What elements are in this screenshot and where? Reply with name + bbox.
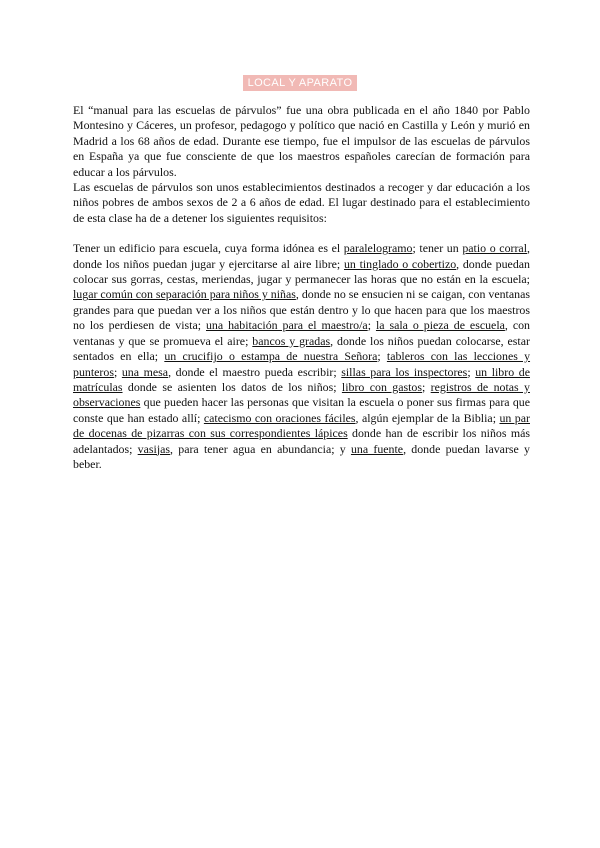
req-item: catecismo con oraciones fáciles <box>203 410 356 425</box>
req-text: , donde puedan colocar sus gorras, cestas, meriendas, jugar y permanecer las horas que no están en la escuela; <box>73 256 530 287</box>
req-text: , donde los niños puedan jugar y ejercitarse al aire libre; <box>73 241 530 271</box>
req-text: ; <box>367 318 376 333</box>
req-item: una mesa <box>121 364 169 379</box>
req-text: que pueden hacer las personas que visitan la escuela o poner sus firmas para que conste que han estado allí; <box>73 395 530 425</box>
paragraph-intro: El “manual para las escuelas de párvulos” fue una obra publicada en el año 1840 por Pablo Montesino y Cáceres, un profesor, pedagogo y político que nació en Castilla y León y murió en Madrid a los 68 años de edad. Durante ese tiempo, fue el impulsor de las escuelas de párvulos en España ya que fue consciente de que los maestros españoles carecían de formación para educar a los párvulos. <box>73 103 530 179</box>
req-text: donde se asienten los datos de los niños; <box>122 379 342 394</box>
req-text: , donde los niños puedan colocarse, estar sentados en ella; <box>73 333 530 364</box>
req-item: registros de notas y observaciones <box>73 379 530 410</box>
req-item: patio o corral <box>462 241 528 256</box>
paragraph-definition: Las escuelas de párvulos son unos establecimientos destinados a recoger y dar educación a los niños pobres de ambos sexos de 2 a 6 años de edad. El lugar destinado para el establecimiento de esta clase ha de a detener los siguientes requisitos: <box>73 180 530 225</box>
req-item: un libro de matrículas <box>73 364 530 394</box>
req-text: ; <box>422 379 431 394</box>
req-text: ; <box>113 364 122 379</box>
req-item: vasijas <box>137 441 171 456</box>
paragraph-requirements <box>73 241 530 472</box>
req-text: Tener un edificio para escuela, cuya forma idónea es el <box>73 241 344 256</box>
req-item: un crucifijo o estampa de nuestra Señora <box>164 349 378 364</box>
req-item: lugar común con separación para niños y niñas <box>73 287 296 302</box>
document-body <box>73 103 530 472</box>
req-item: paralelogramo <box>343 241 413 256</box>
req-item: un tinglado o cobertizo <box>343 256 457 271</box>
req-item: tableros con las lecciones y punteros <box>73 349 531 379</box>
req-item: libro con gastos <box>341 379 422 394</box>
req-item: bancos y gradas <box>252 333 331 348</box>
req-text: , donde el maestro pueda escribir; <box>168 364 342 379</box>
req-text: ; <box>467 364 476 379</box>
req-text: ; tener un <box>412 241 463 256</box>
req-item: una fuente <box>350 441 404 456</box>
req-text: , con ventanas y que se promueva el aire; <box>73 318 530 348</box>
req-text: , donde no se ensucien ni se caigan, con ventanas grandes para que puedan ver a los niños que están dentro y lo que hacen para que los maestros no los perdiesen de vista; <box>73 287 530 333</box>
req-item: una habitación para el maestro/a <box>205 318 368 333</box>
req-text: , donde puedan lavarse y beber. <box>73 441 530 471</box>
title-wrapper <box>0 73 600 91</box>
req-text: , algún ejemplar de la Biblia; <box>355 410 500 425</box>
document-title: LOCAL Y APARATO <box>243 75 358 91</box>
req-text: ; <box>377 349 387 364</box>
req-item: un par de docenas de pizarras con sus correspondientes lápices <box>73 410 530 441</box>
req-item: la sala o pieza de escuela <box>375 318 505 333</box>
req-text: , para tener agua en abundancia; y <box>170 441 351 456</box>
req-text: donde han de escribir los niños más adelantados; <box>73 426 530 456</box>
req-item: sillas para los inspectores <box>341 364 468 379</box>
